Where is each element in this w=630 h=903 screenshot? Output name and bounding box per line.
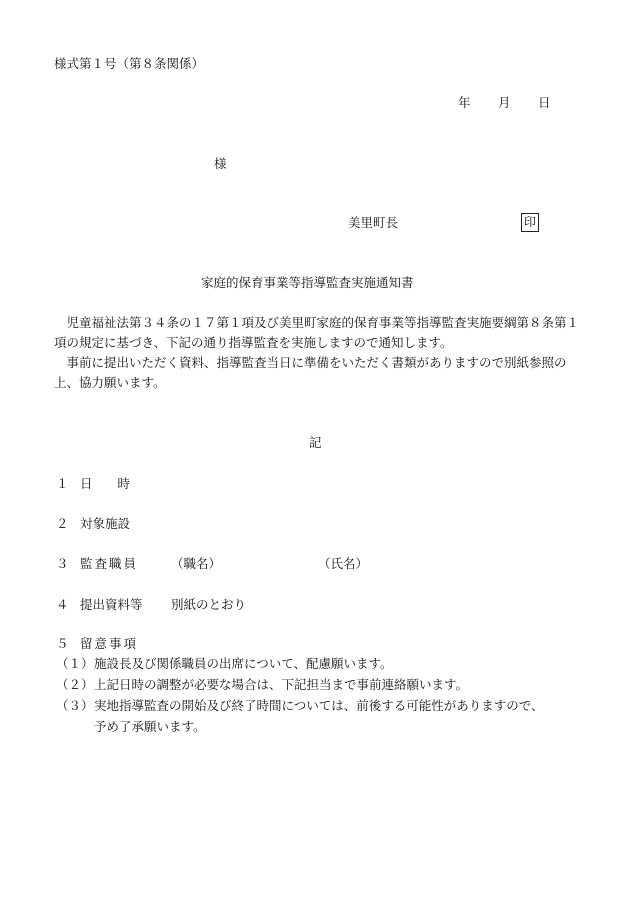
note-text: 上記日時の調整が必要な場合は、下記担当まで事前連絡願います。	[94, 677, 469, 692]
note-number: （１）	[56, 656, 94, 671]
document-title: 家庭的保育事業等指導監査実施通知書	[201, 275, 414, 290]
item-label-auditor: 監査職員	[80, 556, 139, 571]
body-text	[54, 313, 584, 393]
seal-mark: 印	[521, 213, 539, 232]
item-number: １	[56, 476, 69, 491]
form-number: 様式第１号（第８条関係）	[54, 56, 205, 71]
sender-name: 美里町長	[348, 215, 399, 230]
ki-heading: 記	[309, 435, 322, 450]
note-text: 施設長及び関係職員の出席について、配慮願います。	[94, 656, 393, 671]
item-label-notes: 留意事項	[80, 636, 139, 651]
body-paragraph-2: 事前に提出いただく資料、指導監査当日に準備をいただく書類がありますので別紙参照の上、協力願います。	[54, 355, 567, 390]
body-paragraph-1: 児童福祉法第３４条の１７第１項及び美里町家庭的保育事業等指導監査実施要綱第８条第１項の規定に基づき、下記の通り指導監査を実施しますので通知します。	[54, 315, 580, 350]
addressee-suffix: 様	[214, 156, 227, 171]
note-text-continued: 予め了承願います。	[94, 719, 206, 734]
item-number: ３	[56, 556, 69, 571]
date-year-label: 年	[458, 95, 471, 110]
item-label-date: 日 時	[80, 476, 131, 491]
note-text: 実地指導監査の開始及び終了時間については、前後する可能性がありますので、	[94, 698, 544, 713]
materials-value: 別紙のとおり	[171, 597, 247, 612]
date-day-label: 日	[538, 95, 551, 110]
auditor-position-label: （職名）	[171, 556, 222, 571]
item-label-materials: 提出資料等	[80, 597, 143, 612]
auditor-name-label: （氏名）	[318, 556, 369, 571]
item-label-facility: 対象施設	[80, 516, 131, 531]
note-number: （３）	[56, 698, 94, 713]
note-number: （２）	[56, 677, 94, 692]
item-number: ２	[56, 516, 69, 531]
item-number: ５	[56, 636, 69, 651]
item-number: ４	[56, 597, 69, 612]
date-month-label: 月	[498, 95, 511, 110]
